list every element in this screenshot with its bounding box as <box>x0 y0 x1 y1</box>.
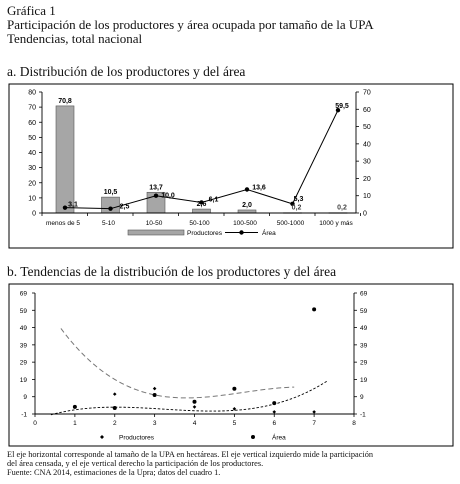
bar-value-label: 10,5 <box>103 189 118 197</box>
point-area <box>153 387 157 391</box>
point-area <box>113 392 117 396</box>
y-right-tick-label: 10 <box>363 193 371 201</box>
figure-title: Participación de los productores y área ocupada por tamaño de la UPA <box>7 17 374 32</box>
x-category-label: 1000 y más <box>319 220 353 227</box>
y-left-tick-label: 59 <box>19 307 27 315</box>
line-value-label: 13,6 <box>252 184 266 192</box>
y-left-tick-label: 10 <box>28 195 36 203</box>
figure-subtitle: Tendencias, total nacional <box>7 31 143 46</box>
chart-b-title: b. Tendencias de la distribución de los productores y del área <box>7 264 337 279</box>
legend-label-productores: Productores <box>187 230 223 237</box>
legend-label-area: Área <box>272 434 286 442</box>
point-productores <box>113 406 117 410</box>
y-left-tick-label: 50 <box>28 134 36 142</box>
y-left-tick-label: 39 <box>19 342 27 350</box>
legend-marker-productores <box>100 435 104 439</box>
y-left-tick-label: -1 <box>21 411 27 419</box>
y-right-tick-label: 20 <box>363 175 371 183</box>
line-value-label: 5,3 <box>293 195 304 203</box>
y-left-tick-label: 60 <box>28 119 36 127</box>
y-right-tick-label: 60 <box>363 106 371 114</box>
y-left-tick-label: 69 <box>19 290 27 298</box>
x-tick-label: 4 <box>192 420 197 427</box>
y-left-tick-label: 29 <box>19 359 27 367</box>
legend-label-productores: Productores <box>119 434 155 442</box>
y-right-tick-label: 39 <box>360 342 368 350</box>
y-left-tick-label: 0 <box>32 210 36 218</box>
point-area <box>193 405 197 409</box>
y-right-tick-label: 70 <box>363 89 371 97</box>
x-tick-label: 1 <box>73 420 77 427</box>
bar-value-label: 0,2 <box>337 204 347 212</box>
y-left-tick-label: 20 <box>28 180 36 188</box>
footnote-line-1: El eje horizontal corresponde al tamaño de la UPA en hectáreas. El eje vertical izquierdo mide la participación <box>7 450 373 459</box>
x-tick-label: 0 <box>33 420 37 427</box>
bar-value-label: 2,0 <box>242 201 252 209</box>
x-tick-label: 8 <box>352 420 356 427</box>
legend-label-area: Área <box>262 230 276 237</box>
legend-marker-area <box>251 435 255 439</box>
y-right-tick-label: 50 <box>363 124 371 132</box>
y-left-tick-label: 70 <box>28 104 36 112</box>
y-right-tick-label: -1 <box>360 411 366 419</box>
bar-value-label: 13,7 <box>149 184 163 192</box>
line-value-label: 3,1 <box>68 201 78 209</box>
line-value-label: 59,5 <box>335 103 349 111</box>
x-category-label: 100-500 <box>233 220 257 227</box>
y-left-tick-label: 40 <box>28 150 36 157</box>
footnote-line-3: Fuente: CNA 2014, estimaciones de la Upra; datos del cuadro 1. <box>7 468 221 477</box>
x-tick-label: 3 <box>152 420 157 427</box>
y-right-tick-label: 0 <box>363 210 367 218</box>
x-category-label: 50-100 <box>189 220 210 227</box>
point-productores <box>272 401 276 405</box>
y-right-tick-label: 49 <box>360 325 368 333</box>
y-left-tick-label: 30 <box>28 165 36 173</box>
point-productores <box>312 307 316 311</box>
line-value-label: 6,1 <box>208 196 219 204</box>
point-area <box>312 410 316 414</box>
y-left-tick-label: 9 <box>23 394 27 402</box>
x-category-label: 5-10 <box>101 220 116 227</box>
bar-value-label: 0,2 <box>291 204 302 212</box>
x-tick-label: 2 <box>112 420 117 427</box>
y-right-tick-label: 30 <box>363 158 371 166</box>
trendline-area <box>61 328 294 397</box>
point-productores <box>193 400 197 404</box>
y-right-tick-label: 29 <box>360 359 368 367</box>
point-productores <box>232 387 236 391</box>
y-left-tick-label: 80 <box>28 89 36 97</box>
y-left-tick-label: 19 <box>19 376 27 384</box>
figure-label: Gráfica 1 <box>7 3 56 18</box>
line-value-label: 2,5 <box>119 203 130 211</box>
chart-a-title: a. Distribución de los productores y del área <box>7 64 246 79</box>
footnote-line-2: del área censada, y el eje vertical derecho la participación de los productores. <box>7 459 264 468</box>
y-right-tick-label: 40 <box>363 141 371 149</box>
point-area <box>272 410 276 414</box>
x-category-label: 10-50 <box>145 220 163 227</box>
point-productores <box>153 393 157 397</box>
y-left-tick-label: 49 <box>19 325 27 333</box>
bar-value-label: 2,6 <box>196 201 207 209</box>
y-right-tick-label: 59 <box>360 307 368 315</box>
x-tick-label: 5 <box>232 420 237 427</box>
y-right-tick-label: 19 <box>360 376 368 384</box>
bar-value-label: 70,8 <box>58 97 72 105</box>
x-tick-label: 7 <box>312 420 316 427</box>
line-value-label: 10,0 <box>161 192 175 200</box>
y-right-tick-label: 69 <box>360 290 368 298</box>
x-tick-label: 6 <box>272 420 277 427</box>
y-right-tick-label: 9 <box>360 394 364 402</box>
x-category-label: menos de 5 <box>46 220 80 227</box>
x-category-label: 500-1000 <box>276 220 305 227</box>
